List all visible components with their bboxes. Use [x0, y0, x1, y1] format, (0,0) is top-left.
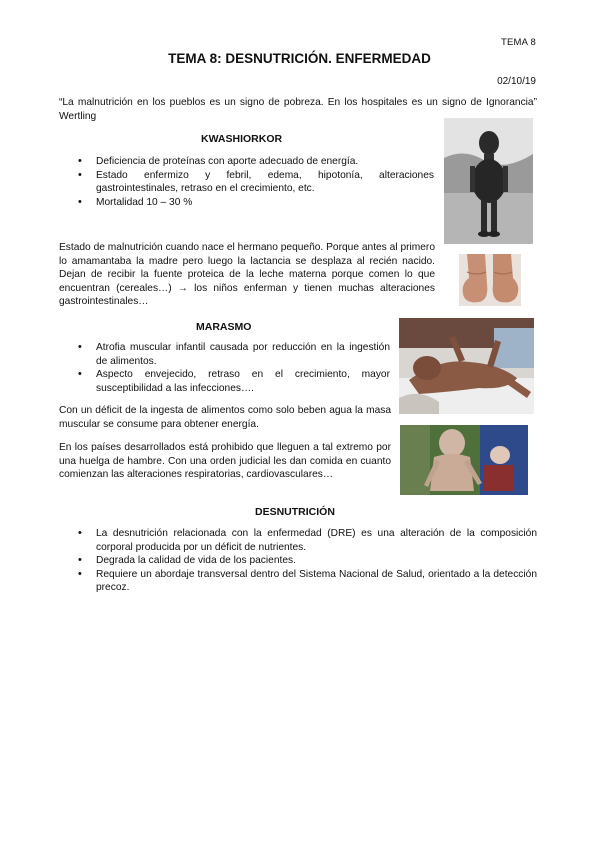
marasmus-infant-photo	[399, 318, 534, 414]
list-item: • Mortalidad 10 – 30 %	[77, 196, 434, 210]
kwashiorkor-child-photo	[444, 118, 533, 244]
list-item: • Estado enfermizo y febril, edema, hipotonía, alteraciones gastrointestinales, retraso en el crecimiento, etc.	[77, 169, 434, 196]
list-item: • Degrada la calidad de vida de los pacientes.	[77, 554, 537, 568]
section-heading-kwashiorkor: KWASHIORKOR	[201, 133, 283, 145]
desnutricion-bullet-list	[77, 527, 537, 595]
list-item: • Deficiencia de proteínas con aporte adecuado de energía.	[77, 155, 434, 169]
kwashiorkor-bullet-list	[77, 155, 434, 209]
opening-quote: “La malnutrición en los pueblos es un signo de pobreza. En los hospitales es un signo de Ignorancia” Wertling	[59, 97, 537, 122]
marasmo-bullet-list	[77, 341, 390, 395]
document-date: 02/10/19	[497, 76, 536, 87]
section-heading-desnutricion: DESNUTRICIÓN	[255, 506, 335, 518]
marasmus-child-photo	[400, 425, 528, 495]
kwashiorkor-paragraph: Estado de malnutrición cuando nace el hermano pequeño. Porque antes al primero lo amamantaba la madre pero luego la lactancia se desplaza al recién nacido. Dejan de recibir la fuente proteica de la leche materna porque comen lo que encuentran (cereales…) → los niños enferman y tienen muchas alteraciones gastrointestinales…	[59, 242, 435, 308]
document-title: TEMA 8: DESNUTRICIÓN. ENFERMEDAD	[168, 51, 431, 66]
list-item: • Requiere un abordaje transversal dentro del Sistema Nacional de Salud, orientado a la detección precoz.	[77, 568, 537, 595]
edema-feet-photo	[459, 254, 521, 306]
section-heading-marasmo: MARASMO	[196, 321, 252, 333]
marasmo-paragraph-2: En los países desarrollados está prohibido que lleguen a tal extremo por una huelga de hambre. Con una orden judicial les dan comida en cuanto comienzan las alteraciones respiratorias, cardiovasculares…	[59, 442, 391, 481]
list-item: • Atrofia muscular infantil causada por reducción en la ingestión de alimentos.	[77, 341, 390, 368]
running-header: TEMA 8	[501, 37, 536, 48]
marasmo-paragraph-1: Con un déficit de la ingesta de alimentos como solo beben agua la masa muscular se consume para obtener energía.	[59, 405, 391, 430]
list-item: • Aspecto envejecido, retraso en el crecimiento, mayor susceptibilidad a las infecciones….	[77, 368, 390, 395]
list-item: • La desnutrición relacionada con la enfermedad (DRE) es una alteración de la composición corporal producida por un déficit de nutrientes.	[77, 527, 537, 554]
